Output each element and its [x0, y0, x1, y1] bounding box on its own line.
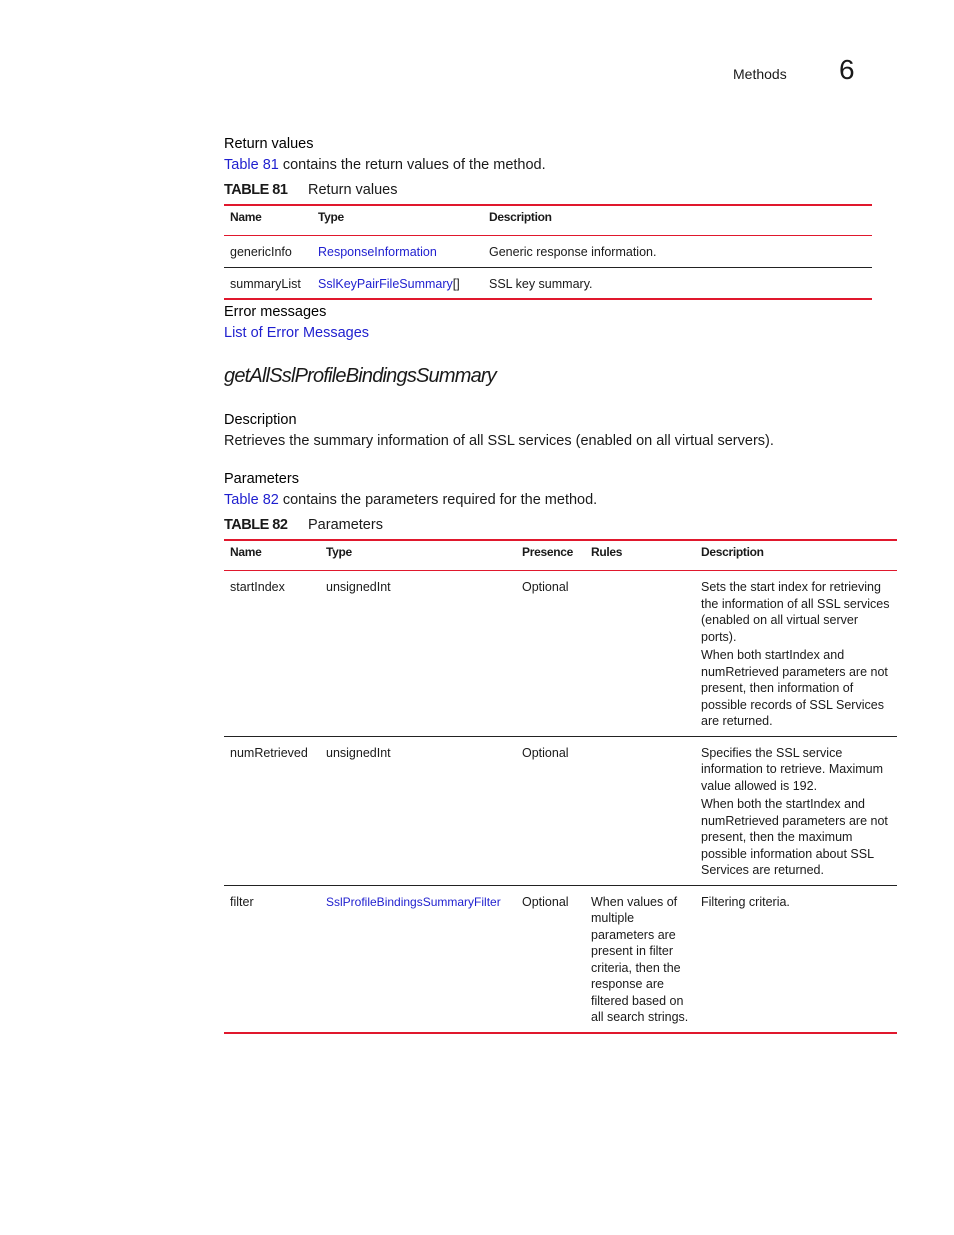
description-heading: Description [224, 412, 297, 428]
running-header-section: Methods [733, 66, 787, 82]
type-link[interactable]: ResponseInformation [318, 245, 437, 259]
cell-name: genericInfo [230, 245, 292, 259]
type-link[interactable]: SslProfileBindingsSummaryFilter [326, 894, 501, 909]
parameters-heading: Parameters [224, 471, 299, 487]
table-row [224, 571, 897, 737]
description-paragraph: Specifies the SSL service information to retrieve. Maximum value allowed is 192. [701, 745, 884, 793]
table-81-title: Return values [308, 182, 398, 198]
type-link[interactable]: SslKeyPairFileSummary [318, 276, 453, 291]
parameters-intro: Table 82 contains the parameters required for the method. [224, 492, 598, 508]
table-81-label: TABLE 81 [224, 182, 288, 198]
cell-description: SSL key summary. [489, 276, 593, 291]
return-values-intro: Table 81 contains the return values of the method. [224, 157, 546, 173]
table-header-row [224, 205, 872, 236]
cell-description [695, 571, 897, 737]
table-header-row [224, 540, 897, 571]
table-81-link[interactable]: Table 81 [224, 157, 279, 173]
cell-description: Generic response information. [489, 245, 657, 259]
cell-presence: Optional [522, 894, 569, 909]
table-82-link[interactable]: Table 82 [224, 492, 279, 508]
col-header-description: Description [701, 545, 764, 559]
error-messages-link-line [224, 325, 369, 341]
cell-type: SslKeyPairFileSummary[] [318, 276, 460, 291]
cell-description: Filtering criteria. [701, 894, 790, 909]
col-header-presence: Presence [522, 545, 573, 559]
cell-name: summaryList [230, 276, 301, 291]
error-messages-link[interactable]: List of Error Messages [224, 325, 370, 341]
description-text: Retrieves the summary information of all SSL services (enabled on all virtual servers). [224, 433, 774, 449]
cell-rules [585, 571, 695, 737]
table-82-label: TABLE 82 [224, 517, 288, 533]
col-header-rules: Rules [591, 545, 623, 559]
table-82-title: Parameters [308, 517, 383, 533]
cell-name: startIndex [230, 580, 285, 594]
table-row [224, 736, 897, 885]
cell-presence: Optional [522, 580, 569, 594]
cell-type: unsignedInt [326, 745, 391, 760]
chapter-number: 6 [839, 54, 855, 85]
cell-rules: When values of multiple parameters are present in filter criteria, then the response are filtered based on all search strings. [591, 894, 689, 1024]
parameters-table [224, 539, 897, 1034]
col-header-description: Description [489, 210, 552, 224]
col-header-type: Type [326, 545, 352, 559]
return-values-heading: Return values [224, 136, 314, 152]
table-81-caption [224, 182, 397, 198]
cell-presence: Optional [522, 745, 569, 760]
table-row [224, 236, 872, 268]
col-header-type: Type [318, 210, 344, 224]
method-title: getAllSslProfileBindingsSummary [224, 365, 496, 387]
table-row [224, 885, 897, 1033]
return-values-table [224, 204, 872, 300]
cell-type: unsignedInt [326, 580, 391, 594]
description-paragraph: When both the startIndex and numRetrieved parameters are not present, then the maximum possible information about SSL Services are returned. [701, 797, 888, 877]
cell-name: numRetrieved [230, 745, 308, 760]
col-header-name: Name [230, 545, 262, 559]
cell-type [320, 885, 516, 1033]
cell-type [312, 236, 483, 268]
description-paragraph: When both startIndex and numRetrieved parameters are not present, then information of possible records of SSL Services are returned. [701, 648, 888, 728]
table-82-caption [224, 517, 383, 533]
description-paragraph: Sets the start index for retrieving the information of all SSL services (enabled on all virtual server ports). [701, 580, 890, 644]
cell-rules [585, 736, 695, 885]
cell-name: filter [230, 894, 254, 909]
col-header-name: Name [230, 210, 262, 224]
table-row [224, 267, 872, 299]
cell-description [695, 736, 897, 885]
error-messages-heading: Error messages [224, 304, 327, 320]
